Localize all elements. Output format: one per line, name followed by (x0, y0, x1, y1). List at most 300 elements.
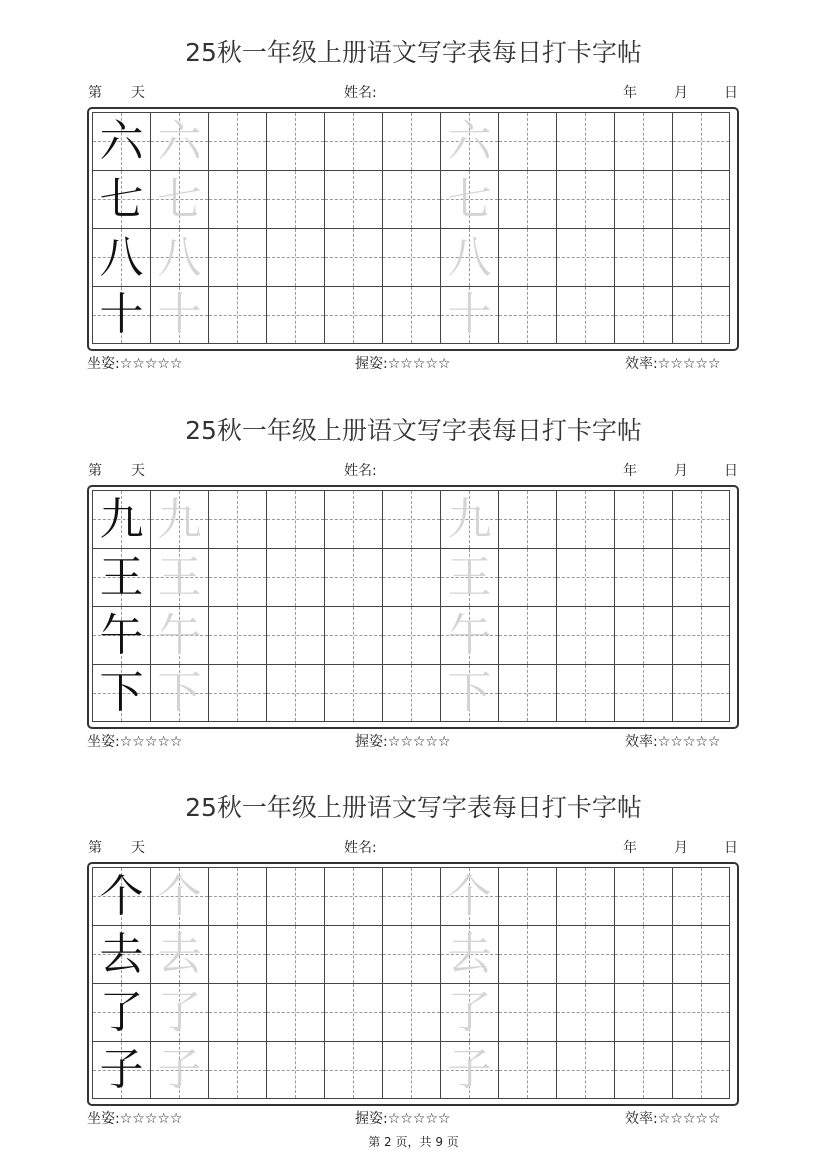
tian-cell[interactable] (440, 664, 498, 722)
guide-line-horizontal (267, 1070, 324, 1071)
writing-grid (92, 867, 730, 1099)
rating-label: 效率: (625, 356, 658, 372)
tian-cell[interactable] (382, 112, 440, 170)
tian-cell[interactable] (382, 606, 440, 664)
tian-cell[interactable] (498, 490, 556, 548)
tian-cell[interactable] (440, 548, 498, 606)
name-label: 姓名: (344, 85, 377, 101)
day-suffix: 天 (131, 840, 145, 856)
writing-grid (92, 490, 730, 722)
grid-row (92, 1041, 730, 1099)
tian-cell[interactable] (498, 228, 556, 286)
guide-line-horizontal (557, 1012, 614, 1013)
year-label: 年 (623, 463, 637, 479)
tian-cell[interactable] (150, 664, 208, 722)
guide-line-horizontal (267, 577, 324, 578)
tian-cell[interactable] (440, 925, 498, 983)
tian-cell[interactable] (324, 664, 382, 722)
rating-label: 效率: (625, 1111, 658, 1127)
grid-row (92, 925, 730, 983)
tian-cell[interactable] (382, 664, 440, 722)
tian-cell[interactable] (614, 490, 672, 548)
tian-cell[interactable] (324, 867, 382, 925)
guide-line-horizontal (325, 519, 382, 520)
tian-cell[interactable] (92, 606, 150, 664)
rating-sitting (87, 733, 182, 751)
guide-line-horizontal (499, 315, 556, 316)
tian-cell[interactable] (208, 490, 266, 548)
tian-cell[interactable] (208, 112, 266, 170)
guide-line-horizontal (325, 315, 382, 316)
guide-line-horizontal (673, 1012, 729, 1013)
tian-cell[interactable] (440, 867, 498, 925)
guide-line-horizontal (673, 315, 729, 316)
tian-cell[interactable] (266, 112, 324, 170)
tian-cell[interactable] (150, 286, 208, 344)
tian-cell[interactable] (150, 1041, 208, 1099)
trace-character: 了 (447, 986, 492, 1038)
trace-character: 六 (157, 115, 202, 167)
guide-line-horizontal (673, 199, 729, 200)
tian-cell[interactable] (498, 1041, 556, 1099)
guide-line-horizontal (267, 315, 324, 316)
tian-cell[interactable] (266, 664, 324, 722)
guide-line-horizontal (615, 1012, 672, 1013)
tian-cell[interactable] (556, 170, 614, 228)
tian-cell[interactable] (672, 170, 730, 228)
trace-character: 九 (447, 493, 492, 545)
guide-line-horizontal (209, 199, 266, 200)
rating-label: 坐姿: (87, 734, 120, 750)
guide-line-horizontal (557, 257, 614, 258)
tian-cell[interactable] (556, 664, 614, 722)
guide-line-horizontal (383, 693, 440, 694)
guide-line-horizontal (325, 1070, 382, 1071)
guide-line-horizontal (383, 199, 440, 200)
tian-cell[interactable] (208, 664, 266, 722)
rating-grip (355, 1110, 450, 1128)
tian-cell[interactable] (672, 548, 730, 606)
tian-cell[interactable] (382, 228, 440, 286)
tian-cell[interactable] (208, 286, 266, 344)
guide-line-horizontal (673, 1070, 729, 1071)
tian-cell[interactable] (498, 983, 556, 1041)
guide-line-horizontal (267, 199, 324, 200)
guide-line-horizontal (673, 954, 729, 955)
tian-cell[interactable] (614, 925, 672, 983)
guide-line-horizontal (209, 141, 266, 142)
day-suffix: 天 (131, 463, 145, 479)
guide-line-horizontal (325, 257, 382, 258)
rating-efficiency (625, 733, 720, 751)
trace-character: 午 (157, 609, 202, 661)
star-rating[interactable]: ☆☆☆☆☆ (657, 1111, 721, 1127)
tian-cell[interactable] (266, 548, 324, 606)
guide-line-horizontal (499, 1012, 556, 1013)
guide-line-horizontal (557, 954, 614, 955)
star-rating[interactable]: ☆☆☆☆☆ (119, 1111, 183, 1127)
tian-cell[interactable] (382, 1041, 440, 1099)
trace-character: 下 (447, 667, 492, 718)
tian-cell[interactable] (382, 170, 440, 228)
guide-line-horizontal (325, 141, 382, 142)
guide-line-horizontal (499, 141, 556, 142)
tian-cell[interactable] (614, 1041, 672, 1099)
guide-line-horizontal (209, 1070, 266, 1071)
tian-cell[interactable] (208, 548, 266, 606)
month-label: 月 (674, 463, 688, 479)
grid-row (92, 286, 730, 344)
tian-cell[interactable] (614, 228, 672, 286)
tian-cell[interactable] (556, 925, 614, 983)
tian-cell[interactable] (614, 170, 672, 228)
guide-line-horizontal (383, 577, 440, 578)
tian-cell[interactable] (92, 664, 150, 722)
tian-cell[interactable] (324, 1041, 382, 1099)
model-character: 午 (99, 609, 144, 661)
tian-cell[interactable] (324, 170, 382, 228)
guide-line-horizontal (267, 693, 324, 694)
tian-cell[interactable] (614, 112, 672, 170)
trace-character: 七 (157, 173, 202, 225)
tian-cell[interactable] (266, 286, 324, 344)
guide-line-horizontal (325, 1012, 382, 1013)
tian-cell[interactable] (92, 170, 150, 228)
rating-efficiency (625, 1110, 720, 1128)
guide-line-horizontal (325, 577, 382, 578)
trace-character: 王 (157, 551, 202, 603)
tian-cell[interactable] (440, 112, 498, 170)
star-rating[interactable]: ☆☆☆☆☆ (387, 356, 451, 372)
tian-cell[interactable] (266, 925, 324, 983)
model-character: 下 (99, 667, 144, 718)
tian-cell[interactable] (92, 867, 150, 925)
name-label: 姓名: (344, 840, 377, 856)
model-character: 了 (99, 986, 144, 1038)
tian-cell[interactable] (556, 867, 614, 925)
grid-row (92, 664, 730, 722)
trace-character: 去 (157, 928, 202, 980)
rating-grip (355, 733, 450, 751)
tian-cell[interactable] (556, 228, 614, 286)
tian-cell[interactable] (672, 925, 730, 983)
guide-line-horizontal (673, 577, 729, 578)
practice-sheet (0, 37, 827, 397)
tian-cell[interactable] (208, 925, 266, 983)
guide-line-horizontal (267, 896, 324, 897)
guide-line-horizontal (673, 257, 729, 258)
guide-line-horizontal (557, 315, 614, 316)
tian-cell[interactable] (440, 228, 498, 286)
tian-cell[interactable] (440, 983, 498, 1041)
tian-cell[interactable] (556, 112, 614, 170)
tian-cell[interactable] (324, 112, 382, 170)
model-character: 去 (99, 928, 144, 980)
rating-label: 握姿: (355, 356, 388, 372)
guide-line-horizontal (499, 896, 556, 897)
trace-character: 下 (157, 667, 202, 718)
star-rating[interactable]: ☆☆☆☆☆ (387, 1111, 451, 1127)
tian-cell[interactable] (266, 983, 324, 1041)
guide-line-horizontal (615, 1070, 672, 1071)
guide-line-horizontal (383, 954, 440, 955)
day-prefix: 第 (88, 85, 102, 101)
tian-cell[interactable] (324, 286, 382, 344)
guide-line-horizontal (615, 635, 672, 636)
tian-cell[interactable] (556, 490, 614, 548)
year-label: 年 (623, 85, 637, 101)
guide-line-horizontal (383, 315, 440, 316)
tian-cell[interactable] (208, 1041, 266, 1099)
model-character: 九 (99, 493, 144, 545)
tian-cell[interactable] (266, 606, 324, 664)
tian-cell[interactable] (266, 867, 324, 925)
guide-line-horizontal (557, 519, 614, 520)
tian-cell[interactable] (440, 606, 498, 664)
guide-line-horizontal (615, 141, 672, 142)
tian-cell[interactable] (266, 1041, 324, 1099)
day-prefix: 第 (88, 840, 102, 856)
tian-cell[interactable] (498, 867, 556, 925)
tian-cell[interactable] (672, 112, 730, 170)
tian-cell[interactable] (92, 925, 150, 983)
grid-row (92, 170, 730, 228)
tian-cell[interactable] (556, 983, 614, 1041)
tian-cell[interactable] (208, 867, 266, 925)
tian-cell[interactable] (672, 286, 730, 344)
tian-cell[interactable] (92, 1041, 150, 1099)
trace-character: 十 (157, 289, 202, 340)
tian-cell[interactable] (266, 170, 324, 228)
tian-cell[interactable] (498, 170, 556, 228)
tian-cell[interactable] (150, 170, 208, 228)
tian-cell[interactable] (150, 112, 208, 170)
rating-label: 握姿: (355, 734, 388, 750)
guide-line-horizontal (615, 954, 672, 955)
trace-character: 八 (157, 231, 202, 283)
guide-line-horizontal (499, 635, 556, 636)
tian-cell[interactable] (498, 606, 556, 664)
date-label: 日 (724, 840, 738, 856)
tian-cell[interactable] (150, 925, 208, 983)
guide-line-horizontal (325, 199, 382, 200)
tian-cell[interactable] (498, 664, 556, 722)
star-rating[interactable]: ☆☆☆☆☆ (387, 734, 451, 750)
tian-cell[interactable] (150, 548, 208, 606)
tian-cell[interactable] (208, 228, 266, 286)
guide-line-horizontal (267, 1012, 324, 1013)
guide-line-horizontal (325, 896, 382, 897)
day-suffix: 天 (131, 85, 145, 101)
tian-cell[interactable] (92, 112, 150, 170)
guide-line-horizontal (267, 141, 324, 142)
tian-cell[interactable] (672, 490, 730, 548)
guide-line-horizontal (615, 519, 672, 520)
rating-label: 坐姿: (87, 356, 120, 372)
tian-cell[interactable] (498, 548, 556, 606)
star-rating[interactable]: ☆☆☆☆☆ (657, 356, 721, 372)
tian-cell[interactable] (556, 606, 614, 664)
model-character: 子 (99, 1044, 144, 1095)
tian-cell[interactable] (556, 286, 614, 344)
tian-cell[interactable] (382, 490, 440, 548)
trace-character: 去 (447, 928, 492, 980)
guide-line-horizontal (383, 519, 440, 520)
tian-cell[interactable] (92, 548, 150, 606)
guide-line-horizontal (499, 693, 556, 694)
tian-cell[interactable] (556, 548, 614, 606)
guide-line-horizontal (383, 257, 440, 258)
trace-character: 午 (447, 609, 492, 661)
guide-line-horizontal (499, 1070, 556, 1071)
tian-cell[interactable] (498, 112, 556, 170)
guide-line-horizontal (557, 141, 614, 142)
practice-sheet (0, 792, 827, 1152)
tian-cell[interactable] (150, 983, 208, 1041)
trace-character: 了 (157, 986, 202, 1038)
tian-cell[interactable] (672, 228, 730, 286)
star-rating[interactable]: ☆☆☆☆☆ (657, 734, 721, 750)
guide-line-horizontal (209, 577, 266, 578)
year-label: 年 (623, 840, 637, 856)
sheet-title: 25秋一年级上册语文写字表每日打卡字帖 (185, 793, 642, 822)
guide-line-horizontal (383, 635, 440, 636)
tian-cell[interactable] (498, 286, 556, 344)
tian-cell[interactable] (208, 170, 266, 228)
tian-cell[interactable] (672, 983, 730, 1041)
tian-cell[interactable] (324, 490, 382, 548)
guide-line-horizontal (209, 693, 266, 694)
guide-line-horizontal (499, 199, 556, 200)
trace-character: 个 (447, 870, 492, 922)
guide-line-horizontal (209, 315, 266, 316)
model-character: 个 (99, 870, 144, 922)
name-label: 姓名: (344, 463, 377, 479)
tian-cell[interactable] (92, 983, 150, 1041)
tian-cell[interactable] (382, 867, 440, 925)
model-character: 七 (99, 173, 144, 225)
tian-cell[interactable] (208, 606, 266, 664)
guide-line-horizontal (615, 896, 672, 897)
tian-cell[interactable] (382, 548, 440, 606)
rating-label: 效率: (625, 734, 658, 750)
guide-line-horizontal (209, 896, 266, 897)
tian-cell[interactable] (266, 490, 324, 548)
tian-cell[interactable] (208, 983, 266, 1041)
guide-line-horizontal (499, 519, 556, 520)
tian-cell[interactable] (614, 983, 672, 1041)
guide-line-horizontal (499, 577, 556, 578)
tian-cell[interactable] (672, 606, 730, 664)
tian-cell[interactable] (92, 286, 150, 344)
model-character: 王 (99, 551, 144, 603)
guide-line-horizontal (383, 1070, 440, 1071)
tian-cell[interactable] (92, 490, 150, 548)
guide-line-horizontal (267, 954, 324, 955)
tian-cell[interactable] (614, 867, 672, 925)
model-character: 八 (99, 231, 144, 283)
guide-line-horizontal (673, 519, 729, 520)
page-number: 第 2 页，共 9 页 (368, 1135, 459, 1149)
tian-cell[interactable] (556, 1041, 614, 1099)
star-rating[interactable]: ☆☆☆☆☆ (119, 356, 183, 372)
month-label: 月 (674, 85, 688, 101)
guide-line-horizontal (267, 635, 324, 636)
rating-efficiency (625, 355, 720, 373)
rating-grip (355, 355, 450, 373)
tian-cell[interactable] (324, 606, 382, 664)
tian-cell[interactable] (324, 228, 382, 286)
tian-cell[interactable] (440, 490, 498, 548)
trace-character: 八 (447, 231, 492, 283)
writing-grid (92, 112, 730, 344)
tian-cell[interactable] (150, 867, 208, 925)
tian-cell[interactable] (614, 664, 672, 722)
tian-cell[interactable] (498, 925, 556, 983)
month-label: 月 (674, 840, 688, 856)
tian-cell[interactable] (324, 925, 382, 983)
tian-cell[interactable] (92, 228, 150, 286)
tian-cell[interactable] (150, 606, 208, 664)
tian-cell[interactable] (150, 490, 208, 548)
tian-cell[interactable] (382, 925, 440, 983)
guide-line-horizontal (673, 635, 729, 636)
guide-line-horizontal (325, 635, 382, 636)
tian-cell[interactable] (440, 170, 498, 228)
tian-cell[interactable] (672, 1041, 730, 1099)
tian-cell[interactable] (672, 867, 730, 925)
tian-cell[interactable] (324, 983, 382, 1041)
guide-line-horizontal (209, 1012, 266, 1013)
day-prefix: 第 (88, 463, 102, 479)
guide-line-horizontal (209, 635, 266, 636)
tian-cell[interactable] (382, 983, 440, 1041)
tian-cell[interactable] (614, 548, 672, 606)
rating-label: 坐姿: (87, 1111, 120, 1127)
tian-cell[interactable] (266, 228, 324, 286)
tian-cell[interactable] (324, 548, 382, 606)
tian-cell[interactable] (672, 664, 730, 722)
guide-line-horizontal (557, 1070, 614, 1071)
tian-cell[interactable] (440, 1041, 498, 1099)
trace-character: 六 (447, 115, 492, 167)
guide-line-horizontal (615, 257, 672, 258)
grid-row (92, 112, 730, 170)
trace-character: 七 (447, 173, 492, 225)
practice-sheet (0, 415, 827, 775)
tian-cell[interactable] (440, 286, 498, 344)
tian-cell[interactable] (614, 606, 672, 664)
grid-row (92, 228, 730, 286)
guide-line-horizontal (615, 199, 672, 200)
guide-line-horizontal (325, 954, 382, 955)
rating-sitting (87, 355, 182, 373)
trace-character: 子 (447, 1044, 492, 1095)
trace-character: 九 (157, 493, 202, 545)
star-rating[interactable]: ☆☆☆☆☆ (119, 734, 183, 750)
tian-cell[interactable] (614, 286, 672, 344)
grid-row (92, 867, 730, 925)
sheet-title: 25秋一年级上册语文写字表每日打卡字帖 (185, 38, 642, 67)
tian-cell[interactable] (382, 286, 440, 344)
tian-cell[interactable] (150, 228, 208, 286)
guide-line-horizontal (499, 954, 556, 955)
guide-line-horizontal (673, 141, 729, 142)
guide-line-horizontal (557, 896, 614, 897)
trace-character: 王 (447, 551, 492, 603)
guide-line-horizontal (209, 519, 266, 520)
guide-line-horizontal (673, 896, 729, 897)
